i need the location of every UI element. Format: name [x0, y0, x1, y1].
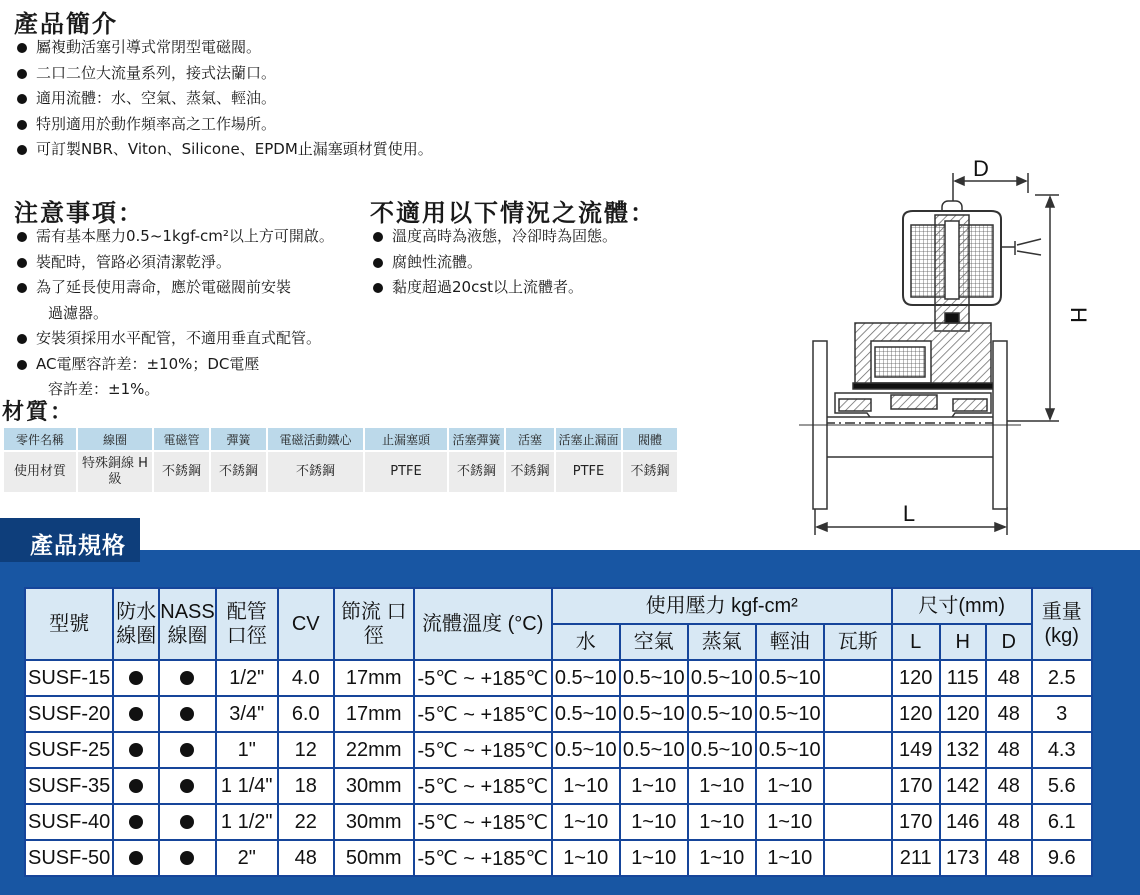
cell-pipe: 1 1/4" [216, 768, 278, 804]
availability-dot-icon [180, 851, 194, 865]
unsuitable-item: 腐蝕性流體。 [370, 250, 617, 276]
cell-air: 0.5~10 [620, 732, 688, 768]
cell-dim-l: 170 [892, 768, 940, 804]
cell-orifice: 22mm [334, 732, 414, 768]
cell-weight: 9.6 [1032, 840, 1092, 876]
cell-gas [824, 768, 892, 804]
cell-steam: 0.5~10 [688, 660, 756, 696]
cell-water: 0.5~10 [552, 732, 620, 768]
cell-dim-h: 173 [940, 840, 986, 876]
cell-gas [824, 732, 892, 768]
cell-model: SUSF-15 [25, 660, 113, 696]
cell-temperature: -5℃ ~ +185℃ [414, 804, 552, 840]
header-model: 型號 [25, 588, 113, 660]
notes-list [14, 224, 334, 403]
availability-dot-icon [180, 743, 194, 757]
material-value-cell: 不銹鋼 [623, 452, 677, 492]
header-air: 空氣 [620, 624, 688, 660]
notes-item: 裝配時，管路必須清潔乾淨。 [14, 250, 334, 276]
cell-dim-l: 120 [892, 696, 940, 732]
cell-orifice: 17mm [334, 660, 414, 696]
cell-steam: 1~10 [688, 768, 756, 804]
cell-nass-coil [159, 840, 215, 876]
table-row [25, 732, 1092, 768]
cell-model: SUSF-50 [25, 840, 113, 876]
cell-cv: 12 [278, 732, 334, 768]
cell-dim-d: 48 [986, 768, 1032, 804]
cell-water: 0.5~10 [552, 660, 620, 696]
cell-pipe: 2" [216, 840, 278, 876]
material-table [2, 426, 679, 494]
cell-weight: 5.6 [1032, 768, 1092, 804]
header-weight: 重量 (kg) [1032, 588, 1092, 660]
intro-list [14, 35, 433, 163]
availability-dot-icon [180, 671, 194, 685]
cell-dim-h: 142 [940, 768, 986, 804]
cell-waterproof-coil [113, 804, 159, 840]
cell-water: 1~10 [552, 804, 620, 840]
cell-air: 1~10 [620, 840, 688, 876]
availability-dot-icon [180, 707, 194, 721]
notes-title: 注意事項： [14, 199, 144, 227]
cell-light-oil: 1~10 [756, 768, 824, 804]
cell-temperature: -5℃ ~ +185℃ [414, 768, 552, 804]
material-header-cell: 閥體 [623, 428, 677, 450]
cell-dim-h: 120 [940, 696, 986, 732]
header-nass-coil: NASS 線圈 [159, 588, 215, 660]
cell-steam: 0.5~10 [688, 696, 756, 732]
cell-gas [824, 804, 892, 840]
header-pressure: 使用壓力 kgf-cm² [552, 588, 892, 624]
material-header-cell: 零件名稱 [4, 428, 76, 450]
notes-item: AC電壓容許差：±10%；DC電壓 [14, 352, 334, 378]
cell-temperature: -5℃ ~ +185℃ [414, 732, 552, 768]
material-value-cell: 使用材質 [4, 452, 76, 492]
valve-drawing [795, 155, 1091, 545]
cell-dim-d: 48 [986, 660, 1032, 696]
cell-dim-d: 48 [986, 840, 1032, 876]
cell-dim-h: 146 [940, 804, 986, 840]
table-row [25, 804, 1092, 840]
material-value-cell: 不銹鋼 [449, 452, 504, 492]
notes-item-continued: 過濾器。 [48, 303, 109, 322]
cell-water: 0.5~10 [552, 696, 620, 732]
material-header-cell: 活塞彈簧 [449, 428, 504, 450]
dimension-l-label: L [902, 501, 916, 526]
spec-table [24, 587, 1093, 877]
cell-temperature: -5℃ ~ +185℃ [414, 696, 552, 732]
cell-cv: 6.0 [278, 696, 334, 732]
material-header-cell: 電磁管 [154, 428, 209, 450]
unsuitable-item: 溫度高時為液態，冷卻時為固態。 [370, 224, 617, 250]
cell-waterproof-coil [113, 660, 159, 696]
availability-dot-icon [129, 851, 143, 865]
cell-light-oil: 0.5~10 [756, 696, 824, 732]
cell-cv: 22 [278, 804, 334, 840]
cell-pipe: 1" [216, 732, 278, 768]
spec-banner-line [140, 550, 1140, 562]
header-cv: CV [278, 588, 334, 660]
material-value-cell: 不銹鋼 [506, 452, 554, 492]
material-header-row [4, 428, 677, 450]
cell-waterproof-coil [113, 840, 159, 876]
cell-nass-coil [159, 732, 215, 768]
table-row [25, 696, 1092, 732]
cell-light-oil: 0.5~10 [756, 732, 824, 768]
cell-waterproof-coil [113, 732, 159, 768]
header-dim-h: H [940, 624, 986, 660]
cell-weight: 2.5 [1032, 660, 1092, 696]
availability-dot-icon [129, 707, 143, 721]
cell-orifice: 30mm [334, 768, 414, 804]
header-orifice: 節流 口徑 [334, 588, 414, 660]
intro-title: 產品簡介 [14, 10, 118, 38]
cell-weight: 4.3 [1032, 732, 1092, 768]
header-steam: 蒸氣 [688, 624, 756, 660]
cell-orifice: 50mm [334, 840, 414, 876]
material-header-cell: 彈簧 [211, 428, 266, 450]
cell-gas [824, 696, 892, 732]
cell-dim-l: 120 [892, 660, 940, 696]
availability-dot-icon [129, 815, 143, 829]
cell-dim-d: 48 [986, 732, 1032, 768]
cell-light-oil: 1~10 [756, 804, 824, 840]
cell-dim-h: 132 [940, 732, 986, 768]
material-value-cell: 特殊銅線 H級 [78, 452, 152, 492]
header-temperature: 流體溫度 (°C) [414, 588, 552, 660]
header-pipe-size: 配管 口徑 [216, 588, 278, 660]
notes-item-continued: 容許差：±1%。 [48, 380, 160, 398]
cell-water: 1~10 [552, 768, 620, 804]
cell-gas [824, 660, 892, 696]
table-row [25, 840, 1092, 876]
material-value-cell: 不銹鋼 [154, 452, 209, 492]
cell-steam: 1~10 [688, 840, 756, 876]
material-value-row [4, 452, 677, 492]
material-value-cell: 不銹鋼 [211, 452, 266, 492]
material-header-cell: 活塞止漏面 [556, 428, 621, 450]
unsuitable-list [370, 224, 617, 301]
material-value-cell: PTFE [556, 452, 621, 492]
availability-dot-icon [129, 779, 143, 793]
material-header-cell: 線圈 [78, 428, 152, 450]
table-row [25, 768, 1092, 804]
cell-steam: 0.5~10 [688, 732, 756, 768]
cell-orifice: 30mm [334, 804, 414, 840]
availability-dot-icon [180, 815, 194, 829]
cell-air: 1~10 [620, 804, 688, 840]
cell-dim-l: 149 [892, 732, 940, 768]
header-light-oil: 輕油 [756, 624, 824, 660]
material-header-cell: 電磁活動鐵心 [268, 428, 363, 450]
cell-weight: 3 [1032, 696, 1092, 732]
cell-dim-l: 170 [892, 804, 940, 840]
cell-model: SUSF-35 [25, 768, 113, 804]
notes-item: 安裝須採用水平配管，不適用垂直式配管。 [14, 326, 334, 352]
notes-item: 為了延長使用壽命，應於電磁閥前安裝 [14, 275, 334, 301]
cell-gas [824, 840, 892, 876]
cell-model: SUSF-40 [25, 804, 113, 840]
intro-item: 特別適用於動作頻率高之工作場所。 [14, 112, 433, 138]
table-row [25, 660, 1092, 696]
material-header-cell: 止漏塞頭 [365, 428, 447, 450]
header-dim-l: L [892, 624, 940, 660]
unsuitable-item: 黏度超過20cst以上流體者。 [370, 275, 617, 301]
cell-nass-coil [159, 660, 215, 696]
cell-cv: 18 [278, 768, 334, 804]
cell-cv: 48 [278, 840, 334, 876]
header-dimensions: 尺寸(mm) [892, 588, 1032, 624]
dimension-d-label: D [973, 156, 989, 181]
cell-nass-coil [159, 768, 215, 804]
spec-header-row [25, 588, 1092, 624]
intro-item: 屬複動活塞引導式常閉型電磁閥。 [14, 35, 433, 61]
cell-dim-h: 115 [940, 660, 986, 696]
cell-pipe: 1/2" [216, 660, 278, 696]
header-dim-d: D [986, 624, 1032, 660]
material-header-cell: 活塞 [506, 428, 554, 450]
header-water: 水 [552, 624, 620, 660]
material-value-cell: PTFE [365, 452, 447, 492]
cell-model: SUSF-20 [25, 696, 113, 732]
cell-water: 1~10 [552, 840, 620, 876]
cell-orifice: 17mm [334, 696, 414, 732]
notes-item: 需有基本壓力0.5~1kgf-cm²以上方可開啟。 [14, 224, 334, 250]
spec-banner [0, 518, 1140, 562]
unsuitable-title: 不適用以下情況之流體： [370, 199, 656, 227]
cell-dim-l: 211 [892, 840, 940, 876]
cell-air: 0.5~10 [620, 660, 688, 696]
cell-nass-coil [159, 804, 215, 840]
cell-waterproof-coil [113, 768, 159, 804]
cell-nass-coil [159, 696, 215, 732]
cell-temperature: -5℃ ~ +185℃ [414, 840, 552, 876]
header-gas: 瓦斯 [824, 624, 892, 660]
availability-dot-icon [180, 779, 194, 793]
cell-light-oil: 1~10 [756, 840, 824, 876]
availability-dot-icon [129, 671, 143, 685]
intro-item: 可訂製NBR、Viton、Silicone、EPDM止漏塞頭材質使用。 [14, 137, 433, 163]
cell-air: 0.5~10 [620, 696, 688, 732]
cell-model: SUSF-25 [25, 732, 113, 768]
cell-light-oil: 0.5~10 [756, 660, 824, 696]
intro-item: 二口二位大流量系列，接式法蘭口。 [14, 61, 433, 87]
material-value-cell: 不銹鋼 [268, 452, 363, 492]
cell-temperature: -5℃ ~ +185℃ [414, 660, 552, 696]
cell-pipe: 1 1/2" [216, 804, 278, 840]
material-title: 材質： [2, 400, 75, 425]
cell-cv: 4.0 [278, 660, 334, 696]
dimension-h-label: H [1066, 307, 1091, 323]
cell-air: 1~10 [620, 768, 688, 804]
header-waterproof-coil: 防水 線圈 [113, 588, 159, 660]
spec-title: 產品規格 [30, 533, 126, 559]
cell-dim-d: 48 [986, 804, 1032, 840]
cell-waterproof-coil [113, 696, 159, 732]
cell-pipe: 3/4" [216, 696, 278, 732]
cell-dim-d: 48 [986, 696, 1032, 732]
intro-item: 適用流體：水、空氣、蒸氣、輕油。 [14, 86, 433, 112]
availability-dot-icon [129, 743, 143, 757]
cell-weight: 6.1 [1032, 804, 1092, 840]
cell-steam: 1~10 [688, 804, 756, 840]
